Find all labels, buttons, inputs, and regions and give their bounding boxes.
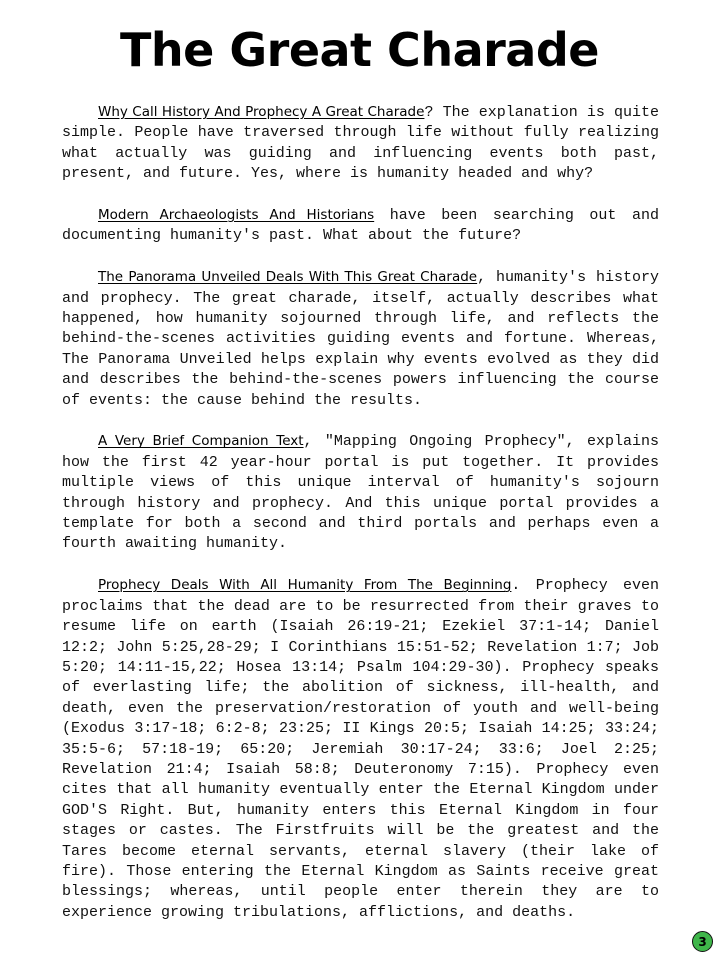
paragraph-3: [62, 267, 659, 411]
paragraph-text: have been searching out and documenting humanity's past. What about the future?: [62, 207, 659, 245]
paragraph-lead-end: ?: [424, 104, 434, 121]
paragraph-text: , "Mapping Ongoing Prophecy", explains how the first 42 year-hour portal is put together. It provides multiple views of this unique interval of humanity's sojourn through history and prophecy. And this unique portal provides a template for both a second and third portals and perhaps even a fourth awaiting humanity.: [62, 433, 659, 553]
paragraph-1: [62, 102, 659, 185]
paragraph-5: [62, 575, 659, 923]
paragraph-4: [62, 431, 659, 554]
paragraph-text: The explanation is quite simple. People have traversed through life without fully realizing what actually was guiding and influencing events both past, present, and future. Yes, where is humanity headed and why?: [62, 104, 659, 183]
page-number: 3: [698, 934, 707, 949]
paragraph-text: , humanity's history and prophecy. The great charade, itself, actually describes what happened, how humanity sojourned through life, and reflects the behind-the-scenes activities guiding events and fortune. Whereas, The Panorama Unveiled helps explain why events evolved as they did and describes the behind-the-scenes powers influencing the course of events: the cause behind the results.: [62, 269, 659, 409]
paragraph-lead: Modern Archaeologists And Historians: [98, 207, 375, 224]
paragraph-lead: Prophecy Deals With All Humanity From The Beginning: [98, 577, 512, 594]
paragraph-text: Prophecy even proclaims that the dead are to be resurrected from their graves to resume life on earth (Isaiah 26:19-21; Ezekiel 37:1-14; Daniel 12:2; John 5:25,28-29; I Corinthians 15:51-52; Revelation 1:7; Job 5:20; 14:11-15,22; Hosea 13:14; Psalm 104:29-30). Prophecy speaks of everlasting life; the abolition of sickness, ill-health, and death, even the preservation/restoration of youth and well-being (Exodus 3:17-18; 6:2-8; 23:25; II Kings 20:5; Isaiah 14:25; 33:24; 35:5-6; 57:18-19; 65:20; Jeremiah 30:17-24; 33:6; Joel 2:25; Revelation 21:4; Isaiah 58:8; Deuteronomy 7:15). Prophecy even cites that all humanity eventually enter the Eternal Kingdom under GOD'S Right. But, humanity enters this Eternal Kingdom in four stages or castes. The Firstfruits will be the greatest and the Tares become eternal servants, eternal slavery (their lake of fire). Those entering the Eternal Kingdom as Saints receive great blessings; whereas, until people enter therein they are to experience growing tribulations, afflictions, and deaths.: [62, 577, 659, 921]
paragraph-lead: Why Call History And Prophecy A Great Charade: [98, 104, 425, 120]
paragraph-2: [62, 205, 659, 247]
page-number-badge: [692, 931, 713, 952]
body-text: [62, 102, 659, 944]
paragraph-lead: The Panorama Unveiled Deals With This Great Charade: [98, 269, 478, 286]
paragraph-lead-end: .: [511, 577, 521, 595]
page-title: The Great Charade: [120, 23, 599, 77]
paragraph-lead: A Very Brief Companion Text: [98, 433, 304, 450]
